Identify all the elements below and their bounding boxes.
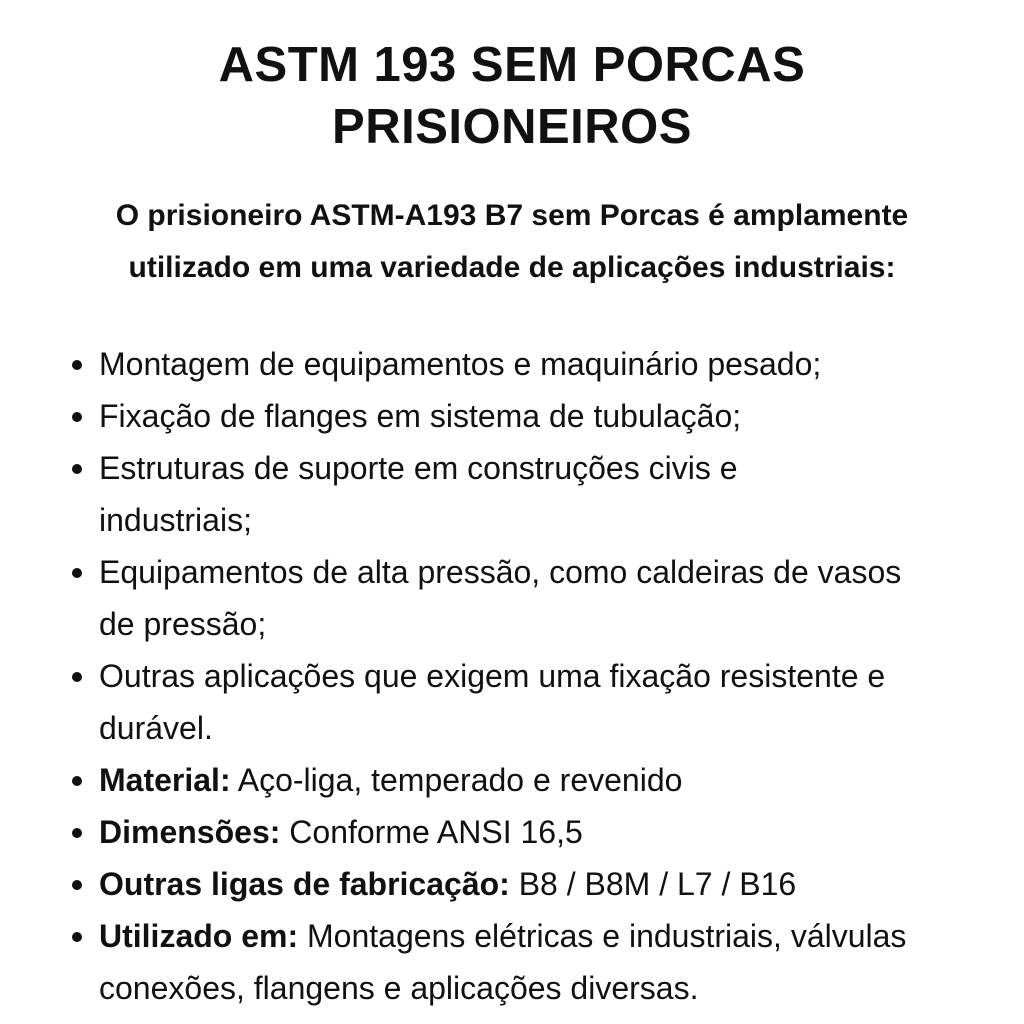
intro-paragraph [0, 190, 1024, 294]
list-item-application-2 [68, 390, 988, 442]
list-item-text: Outras aplicações que exigem uma fixação resistente e durável. [99, 658, 886, 746]
spec-value-outras-ligas: B8 / B8M / L7 / B16 [509, 866, 797, 902]
bullet-dot-icon [72, 360, 82, 370]
bullet-dot-icon [72, 932, 82, 942]
list-item-application-1 [68, 338, 988, 390]
title-line-2: PRISIONEIROS [332, 100, 692, 154]
list-item-text: Montagem de equipamentos e maquinário pesado; [99, 346, 822, 382]
bullet-dot-icon [72, 776, 82, 786]
intro-line-1: O prisioneiro ASTM-A193 B7 sem Porcas é amplamente [115, 199, 909, 232]
spec-value-dimensoes: Conforme ANSI 16,5 [280, 814, 583, 850]
bullet-dot-icon [72, 568, 82, 578]
list-item-text: Estruturas de suporte em construções civis e industriais; [99, 450, 738, 538]
bullet-dot-icon [72, 464, 82, 474]
bullet-dot-icon [72, 880, 82, 890]
spec-value-utilizado-em: Montagens elétricas e industriais, válvulas conexões, flangens e aplicações diversas. [99, 918, 907, 1006]
title-line-1: ASTM 193 SEM PORCAS [218, 38, 806, 92]
list-item-outras-ligas [68, 858, 988, 910]
list-item-application-4 [68, 546, 988, 650]
list-item-application-3 [68, 442, 988, 546]
spec-label-dimensoes: Dimensões: [99, 814, 281, 850]
list-item-text: Equipamentos de alta pressão, como caldeiras de vasos de pressão; [99, 554, 902, 642]
bullet-dot-icon [72, 672, 82, 682]
list-item-application-5 [68, 650, 988, 754]
bullet-dot-icon [72, 412, 82, 422]
list-item-text: Fixação de flanges em sistema de tubulação; [99, 398, 742, 434]
spec-label-material: Material: [99, 762, 231, 798]
intro-line-2: utilizado em uma variedade de aplicações industriais: [128, 251, 896, 284]
list-item-dimensoes [68, 806, 988, 858]
list-item-utilizado-em [68, 910, 988, 1014]
page-title [0, 34, 1024, 158]
bullet-list [68, 338, 988, 1014]
spec-value-material: Aço-liga, temperado e revenido [230, 762, 683, 798]
list-item-material [68, 754, 988, 806]
bullet-dot-icon [72, 828, 82, 838]
spec-label-outras-ligas: Outras ligas de fabricação: [99, 866, 510, 902]
spec-label-utilizado-em: Utilizado em: [99, 918, 299, 954]
